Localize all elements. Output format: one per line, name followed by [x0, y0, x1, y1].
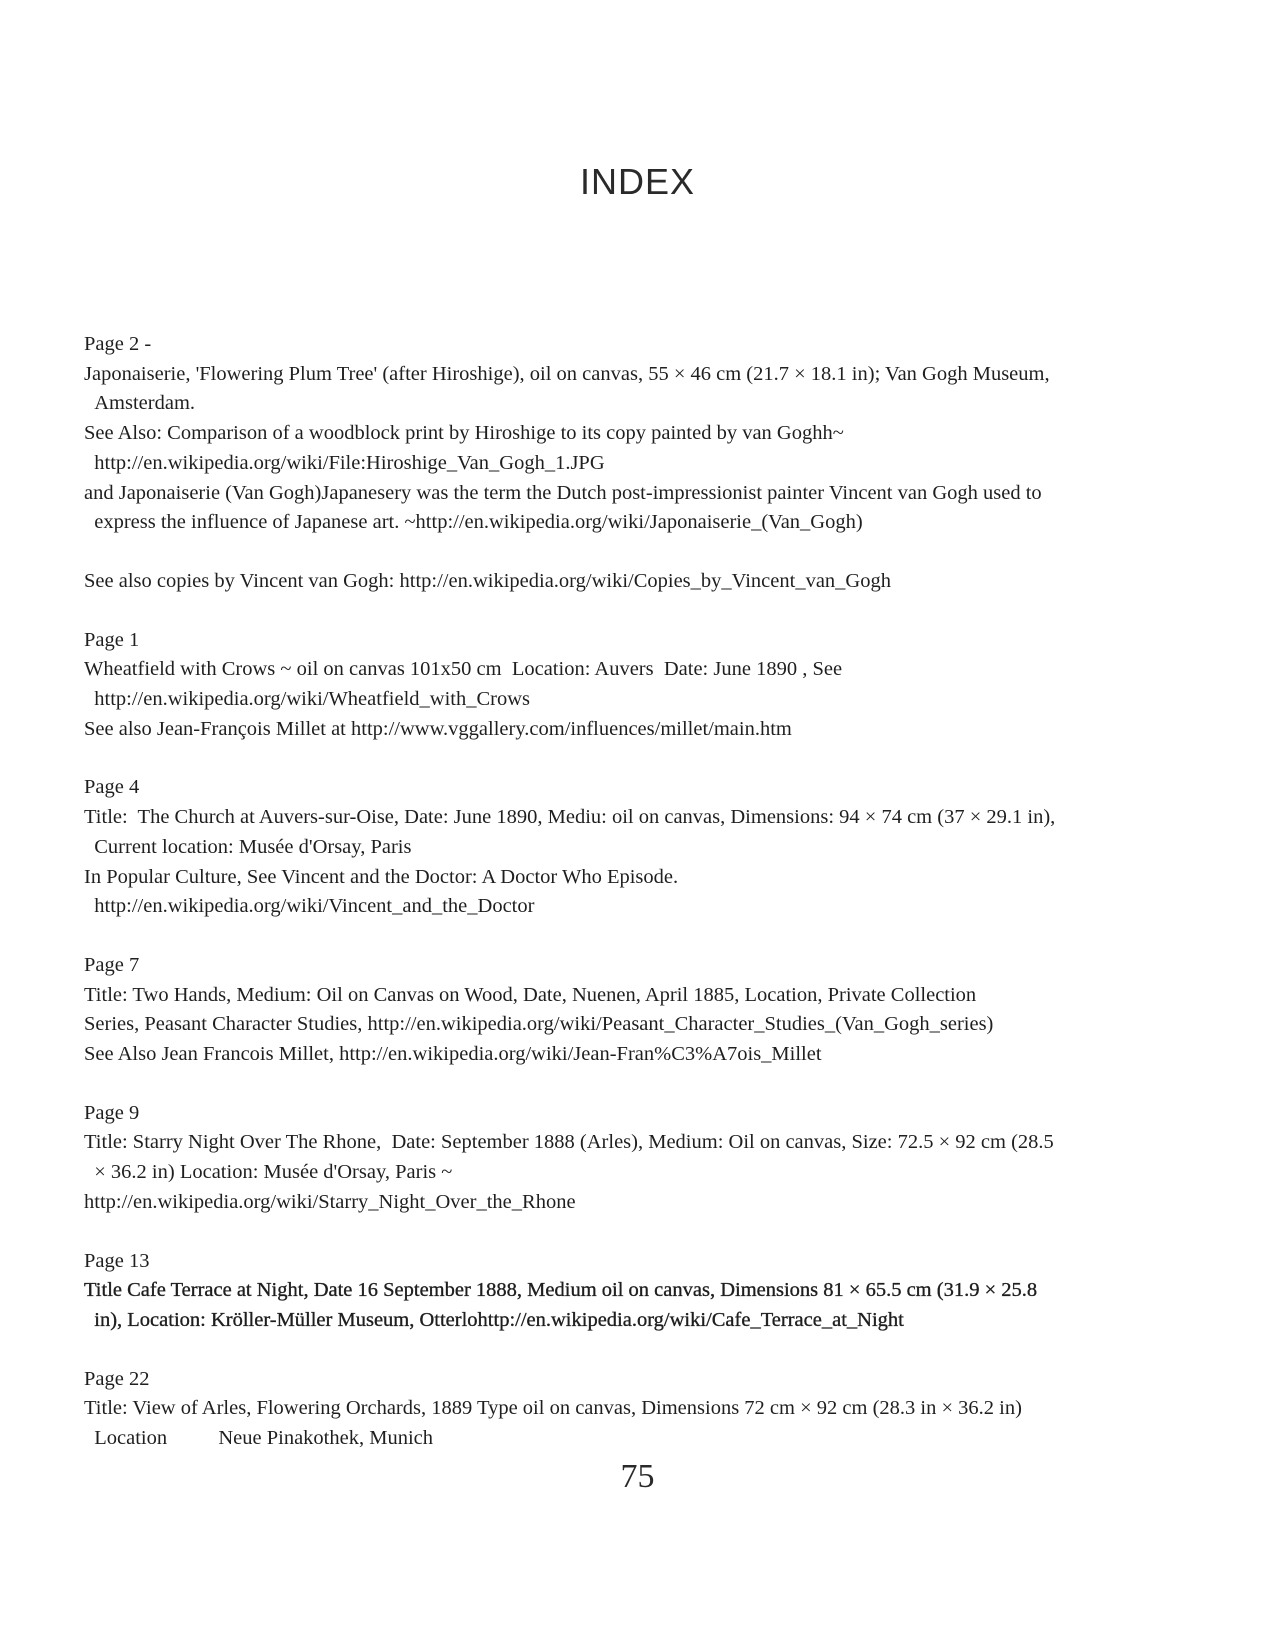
text-line: Title Cafe Terrace at Night, Date 16 September 1888, Medium oil on canvas, Dimensions 81 × 65.5 cm (31.9 × 25.8 [84, 1279, 1038, 1302]
index-content [84, 330, 1224, 1483]
text-line: Page 7 [84, 953, 140, 976]
text-line: Series, Peasant Character Studies, http://en.wikipedia.org/wiki/Peasant_Character_Studies_(Van_Gogh_series) [84, 1013, 994, 1036]
text-line: Page 1 [84, 628, 140, 651]
text-line: In Popular Culture, See Vincent and the Doctor: A Doctor Who Episode. [84, 865, 679, 888]
index-section [84, 1247, 1224, 1336]
text-line: http://en.wikipedia.org/wiki/File:Hiroshige_Van_Gogh_1.JPG [84, 451, 605, 474]
text-line: Current location: Musée d'Orsay, Paris [84, 835, 412, 858]
text-line: See also copies by Vincent van Gogh: http://en.wikipedia.org/wiki/Copies_by_Vincent_van_Gogh [84, 569, 891, 592]
text-line: Location Neue Pinakothek, Munich [84, 1427, 434, 1450]
index-section [84, 567, 1224, 597]
index-section [84, 1099, 1224, 1218]
text-line: See also Jean-François Millet at http://www.vggallery.com/influences/millet/main.htm [84, 717, 792, 740]
index-section [84, 1365, 1224, 1454]
text-line: Title: Starry Night Over The Rhone, Date: September 1888 (Arles), Medium: Oil on canvas, Size: 72.5 × 92 cm (28.5 [84, 1131, 1054, 1154]
text-line: Wheatfield with Crows ~ oil on canvas 101x50 cm Location: Auvers Date: June 1890 , See [84, 658, 843, 681]
text-line: Page 4 [84, 776, 140, 799]
text-line: Title: Two Hands, Medium: Oil on Canvas on Wood, Date, Nuenen, April 1885, Location, Private Collection [84, 983, 977, 1006]
text-line: Title: The Church at Auvers-sur-Oise, Date: June 1890, Mediu: oil on canvas, Dimensions: 94 × 74 cm (37 × 29.1 in), [84, 806, 1056, 829]
text-line: × 36.2 in) Location: Musée d'Orsay, Paris ~ [84, 1161, 453, 1184]
document-title: INDEX [579, 161, 696, 202]
text-line: Page 13 [84, 1249, 150, 1272]
text-line: and Japonaiserie (Van Gogh)Japanesery was the term the Dutch post-impressionist painter Vincent van Gogh used to [84, 481, 1042, 504]
text-line: Title: View of Arles, Flowering Orchards, 1889 Type oil on canvas, Dimensions 72 cm × 92 cm (28.3 in × 36.2 in) [84, 1397, 1022, 1420]
page-number: 75 [620, 1458, 655, 1495]
text-line: http://en.wikipedia.org/wiki/Starry_Night_Over_the_Rhone [84, 1190, 576, 1213]
text-line: Page 22 [84, 1367, 150, 1390]
text-line: Page 2 - [84, 333, 152, 355]
index-section [84, 773, 1224, 922]
index-section [84, 626, 1224, 745]
text-line: Japonaiserie, 'Flowering Plum Tree' (after Hiroshige), oil on canvas, 55 × 46 cm (21.7 × 18.1 in); Van Gogh Museum, [84, 362, 1050, 385]
index-section [84, 951, 1224, 1070]
text-line: Amsterdam. [84, 392, 196, 415]
text-line: http://en.wikipedia.org/wiki/Wheatfield_with_Crows [84, 688, 530, 711]
index-section [84, 330, 1224, 538]
text-line: express the influence of Japanese art. ~http://en.wikipedia.org/wiki/Japonaiserie_(Van_Gogh) [84, 511, 863, 534]
text-line: See Also: Comparison of a woodblock print by Hiroshige to its copy painted by van Goghh~ [84, 422, 844, 445]
text-line: http://en.wikipedia.org/wiki/Vincent_and_the_Doctor [84, 895, 535, 918]
text-line: Page 9 [84, 1101, 140, 1124]
text-line: in), Location: Kröller-Müller Museum, Otterlohttp://en.wikipedia.org/wiki/Cafe_Terrace_at_Night [84, 1308, 904, 1331]
text-line: See Also Jean Francois Millet, http://en.wikipedia.org/wiki/Jean-Fran%C3%A7ois_Millet [84, 1043, 822, 1066]
